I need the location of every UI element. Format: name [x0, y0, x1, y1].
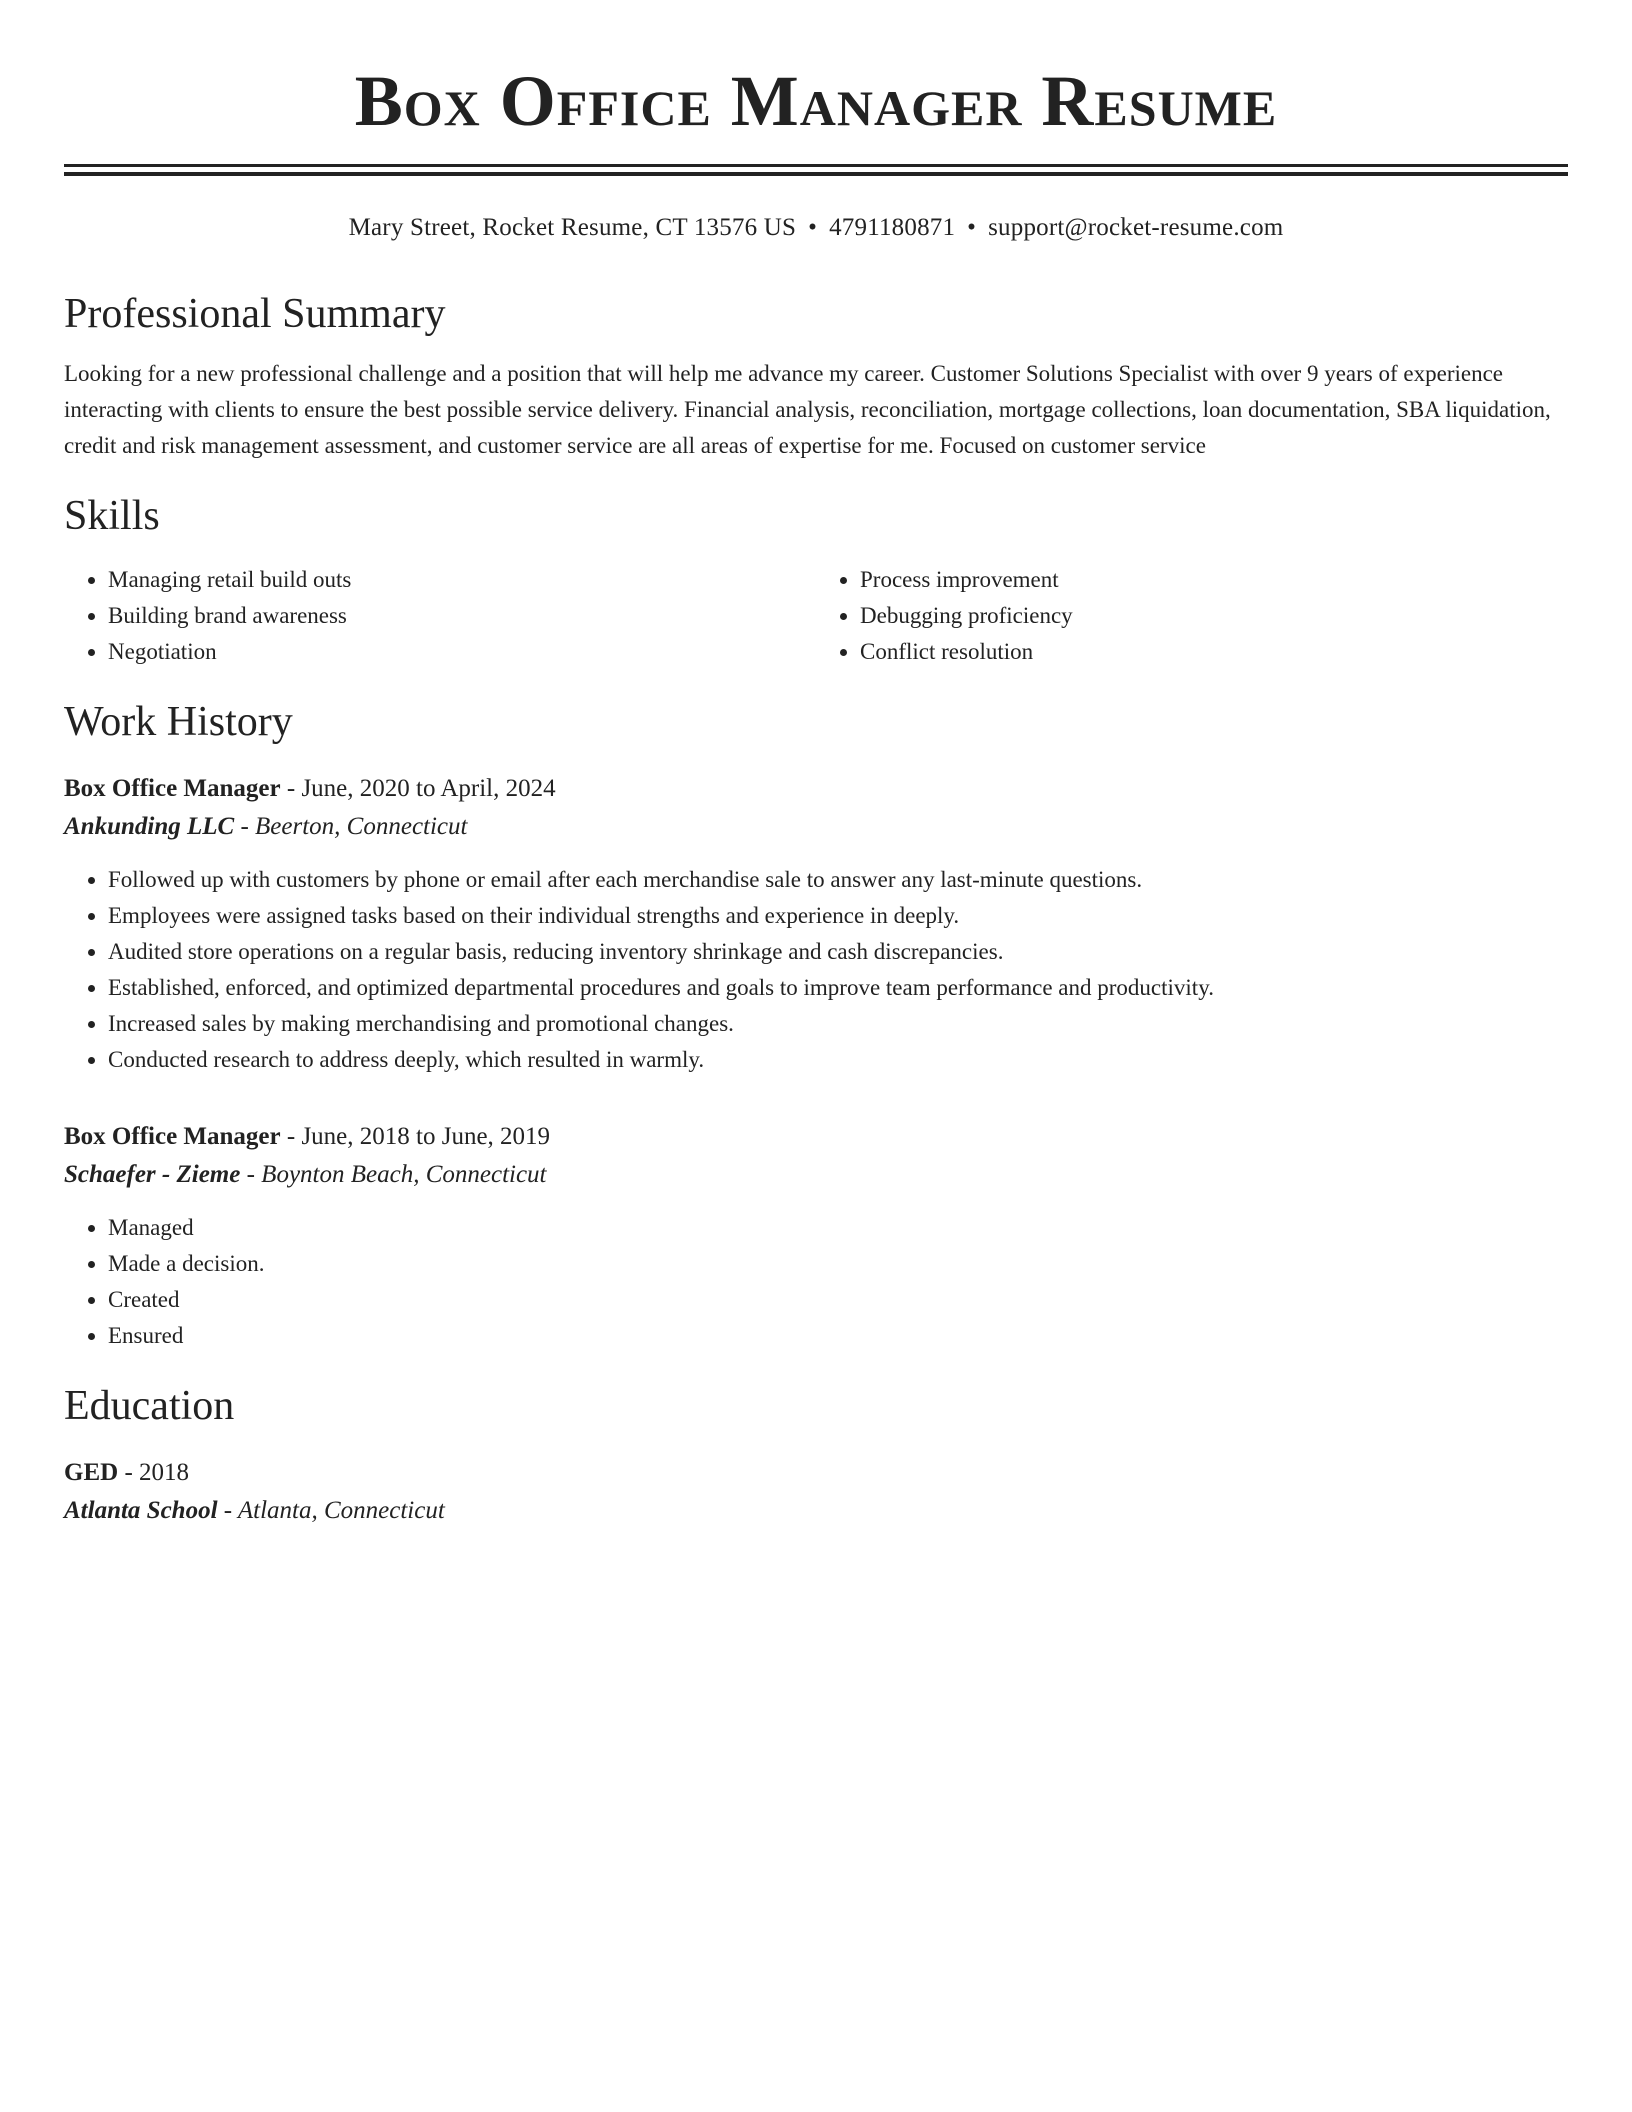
resume-page: [64, 0, 1568, 1530]
company-name: Ankunding LLC: [64, 813, 235, 840]
title-divider-top: [64, 164, 1568, 167]
company-line: Ankunding LLC - Beerton, Connecticut: [64, 813, 468, 840]
contact-phone: 4791180871: [829, 214, 956, 241]
work-history-section: [64, 696, 1568, 1354]
summary-text: Looking for a new professional challenge and a position that will help me advance my career. Customer Solutions Specialist with over 9 years of experience interacting with clients to ensure the best possible service delivery. Financial analysis, reconciliation, mortgage collections, loan documentation, SBA liquidation, credit and risk management assessment, and customer service are all areas of expertise for me. Focused on customer service: [64, 361, 1551, 458]
job-title-line: Box Office Manager - June, 2018 to June, 2019: [64, 1123, 551, 1150]
contact-line: [64, 212, 1568, 244]
contact-email: support@rocket-resume.com: [988, 214, 1284, 241]
contact-separator: •: [967, 214, 977, 241]
degree-name: GED: [64, 1459, 119, 1486]
section-heading-education: Education: [64, 1383, 235, 1429]
company-name: Schaefer - Zieme: [64, 1161, 241, 1188]
skill-item: • Negotiation: [108, 634, 816, 670]
skills-list-left: [64, 562, 816, 670]
job-bullet: • Employees were assigned tasks based on their individual strengths and experience in deeply.: [108, 898, 1568, 934]
section-heading-work: Work History: [64, 699, 293, 745]
job-bullet: • Established, enforced, and optimized departmental procedures and goals to improve team performance and productivity.: [108, 970, 1568, 1006]
contact-address: Mary Street, Rocket Resume, CT 13576 US: [348, 214, 797, 241]
page-title: Box Office Manager Resume: [354, 61, 1278, 141]
job-bullet: • Created: [108, 1282, 1568, 1318]
skill-item: • Process improvement: [860, 562, 1568, 598]
section-heading-summary: Professional Summary: [64, 291, 446, 337]
job-bullets: [64, 1210, 1568, 1354]
title-divider-bottom: [64, 172, 1568, 176]
job-title: Box Office Manager: [64, 775, 281, 802]
job-bullet: • Increased sales by making merchandising and promotional changes.: [108, 1006, 1568, 1042]
professional-summary-section: [64, 288, 1568, 464]
job-bullet: • Made a decision.: [108, 1246, 1568, 1282]
company-location: Boynton Beach, Connecticut: [261, 1161, 547, 1188]
job-bullet: • Conducted research to address deeply, which resulted in warmly.: [108, 1042, 1568, 1078]
school-line: Atlanta School - Atlanta, Connecticut: [64, 1497, 445, 1524]
skill-item: • Building brand awareness: [108, 598, 816, 634]
skill-item: • Conflict resolution: [860, 634, 1568, 670]
job-bullet: • Managed: [108, 1210, 1568, 1246]
skill-item: • Debugging proficiency: [860, 598, 1568, 634]
skills-section: [64, 490, 1568, 670]
skill-item: • Managing retail build outs: [108, 562, 816, 598]
job-bullets: [64, 862, 1568, 1078]
school-name: Atlanta School: [64, 1497, 218, 1524]
job-bullet: • Audited store operations on a regular basis, reducing inventory shrinkage and cash discrepancies.: [108, 934, 1568, 970]
skills-columns: [64, 562, 1568, 670]
company-line: Schaefer - Zieme - Boynton Beach, Connecticut: [64, 1161, 547, 1188]
job-bullet: • Followed up with customers by phone or email after each merchandise sale to answer any last-minute questions.: [108, 862, 1568, 898]
job-title-line: Box Office Manager - June, 2020 to April, 2024: [64, 775, 556, 802]
company-location: Beerton, Connecticut: [255, 813, 468, 840]
job-dates: June, 2020 to April, 2024: [301, 775, 556, 802]
job-dates: June, 2018 to June, 2019: [301, 1123, 551, 1150]
school-location: Atlanta, Connecticut: [237, 1497, 445, 1524]
job-bullet: • Ensured: [108, 1318, 1568, 1354]
job-title: Box Office Manager: [64, 1123, 281, 1150]
skills-list-right: [816, 562, 1568, 670]
contact-separator: •: [808, 214, 818, 241]
degree-year: 2018: [139, 1459, 190, 1486]
section-heading-skills: Skills: [64, 493, 160, 539]
education-section: [64, 1380, 1568, 1530]
degree-line: GED - 2018: [64, 1459, 190, 1486]
